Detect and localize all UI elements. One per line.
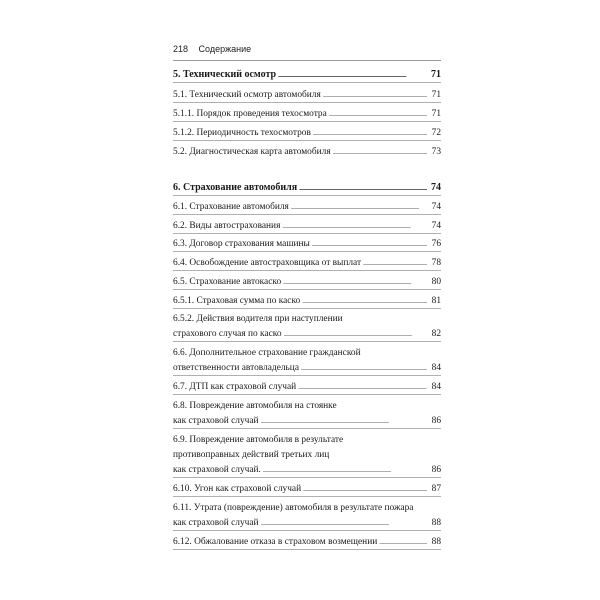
toc-entry[interactable]: [173, 536, 441, 549]
entry-divider: [173, 214, 441, 215]
toc-entry[interactable]: [173, 381, 441, 394]
toc-section-title: 6. Страхование автомобиля: [173, 182, 298, 193]
toc-entry-title: 6.5. Страхование автокаско: [173, 277, 282, 287]
leader-dots: [302, 295, 427, 308]
entry-divider: [173, 477, 441, 478]
toc-page-number: 80: [431, 277, 441, 287]
toc-entry[interactable]: [173, 108, 441, 121]
toc-entry-title: 6.5.1. Страховая сумма по каско: [173, 296, 301, 306]
toc-entry-title: как страховой случай.: [173, 465, 261, 475]
toc-entry[interactable]: [173, 362, 441, 375]
toc-entry[interactable]: [173, 464, 441, 477]
toc-page-number: 88: [431, 518, 441, 528]
entry-divider: [173, 233, 441, 234]
leader-dots: [291, 201, 427, 214]
toc-page-number: 82: [431, 329, 441, 339]
toc-entry-title: 5.2. Диагностическая карта автомобиля: [173, 147, 331, 157]
entry-divider: [173, 530, 441, 531]
entry-divider: [173, 270, 441, 271]
toc-page-number: 81: [431, 296, 441, 306]
leader-dots: [261, 415, 427, 428]
toc-entry-line[interactable]: 6.6. Дополнительное страхование гражданской: [173, 348, 361, 358]
leader-dots: [299, 182, 427, 195]
entry-divider: [173, 82, 441, 83]
page-number: 218: [173, 44, 189, 54]
leader-dots: [298, 381, 427, 394]
toc-entry-title: 5.1.1. Порядок проведения техосмотра: [173, 109, 327, 119]
toc-entry-line[interactable]: 6.5.2. Действия водителя при наступлении: [173, 314, 343, 324]
leader-dots: [303, 483, 427, 496]
entry-divider: [173, 549, 441, 550]
leader-dots: [363, 257, 427, 270]
leader-dots: [282, 220, 427, 233]
toc-section-6[interactable]: [173, 182, 441, 195]
toc-section-5[interactable]: [173, 69, 441, 82]
toc-entry-title: 6.12. Обжалование отказа в страховом возмещении: [173, 537, 378, 547]
header-rule: [173, 60, 441, 61]
leader-dots: [283, 276, 427, 289]
entry-divider: [173, 195, 441, 196]
leader-dots: [263, 464, 427, 477]
toc-page-number: 78: [431, 258, 441, 268]
entry-divider: [173, 140, 441, 141]
toc-page-number: 71: [431, 109, 441, 119]
leader-dots: [301, 362, 427, 375]
toc-entry-line[interactable]: 6.9. Повреждение автомобиля в результате: [173, 435, 344, 445]
toc-entry-title: 6.1. Страхование автомобиля: [173, 202, 289, 212]
toc-page-number: 84: [431, 382, 441, 392]
toc-section-title: 5. Технический осмотр: [173, 69, 277, 80]
toc-entry-title: как страховой случай: [173, 518, 259, 528]
entry-divider: [173, 251, 441, 252]
entry-divider: [173, 121, 441, 122]
entry-divider: [173, 289, 441, 290]
toc-page-number: 86: [431, 416, 441, 426]
entry-divider: [173, 375, 441, 376]
leader-dots: [312, 238, 427, 251]
toc-page-number: 84: [431, 363, 441, 373]
toc-entry-line[interactable]: противоправных действий третьих лиц: [173, 450, 330, 460]
toc-page-number: 86: [431, 465, 441, 475]
toc-entry[interactable]: [173, 295, 441, 308]
leader-dots: [284, 328, 427, 341]
toc-page-number: 88: [431, 537, 441, 547]
toc-entry[interactable]: [173, 238, 441, 251]
entry-divider: [173, 394, 441, 395]
toc-page-number: 87: [431, 484, 441, 494]
toc-page-number: 74: [431, 202, 441, 212]
entry-divider: [173, 308, 441, 309]
toc-entry-title: 6.4. Освобождение автостраховщика от выплат: [173, 258, 362, 268]
toc-entry[interactable]: [173, 415, 441, 428]
toc-entry-title: 6.10. Угон как страховой случай: [173, 484, 302, 494]
leader-dots: [333, 146, 427, 159]
toc-entry-line[interactable]: 6.8. Повреждение автомобиля на стоянке: [173, 401, 337, 411]
toc-entry-title: 6.3. Договор страхования машины: [173, 239, 310, 249]
running-header: [173, 44, 441, 54]
leader-dots: [278, 69, 427, 82]
toc-entry[interactable]: [173, 201, 441, 214]
toc-entry[interactable]: [173, 483, 441, 496]
toc-entry[interactable]: [173, 517, 441, 530]
toc-entry[interactable]: [173, 89, 441, 102]
toc-entry[interactable]: [173, 328, 441, 341]
toc-page-number: 74: [431, 182, 441, 193]
toc-entry-title: как страховой случай: [173, 416, 259, 426]
toc-entry[interactable]: [173, 257, 441, 270]
toc-page-number: 76: [431, 239, 441, 249]
toc-page-number: 71: [431, 69, 441, 80]
entry-divider: [173, 428, 441, 429]
toc-page-number: 74: [431, 221, 441, 231]
entry-divider: [173, 496, 441, 497]
toc-page-number: 71: [431, 90, 441, 100]
toc-page-number: 72: [431, 128, 441, 138]
toc-entry-title: 5.1.2. Периодичность техосмотров: [173, 128, 311, 138]
toc-entry-line[interactable]: 6.11. Утрата (повреждение) автомобиля в результате пожара: [173, 503, 414, 513]
running-title: Содержание: [198, 44, 252, 54]
toc-page-number: 73: [431, 147, 441, 157]
toc-entry[interactable]: [173, 127, 441, 140]
toc-entry[interactable]: [173, 220, 441, 233]
toc-entry-title: ответственности автовладельца: [173, 363, 299, 373]
toc-entry-title: страхового случая по каско: [173, 329, 282, 339]
toc-entry-title: 5.1. Технический осмотр автомобиля: [173, 90, 321, 100]
leader-dots: [323, 89, 427, 102]
toc-entry[interactable]: [173, 276, 441, 289]
toc-entry-title: 6.7. ДТП как страховой случай: [173, 382, 297, 392]
leader-dots: [261, 517, 427, 530]
toc-entry-title: 6.2. Виды автострахования: [173, 221, 281, 231]
toc-entry[interactable]: [173, 146, 441, 159]
entry-divider: [173, 102, 441, 103]
leader-dots: [313, 127, 427, 140]
leader-dots: [379, 536, 427, 549]
leader-dots: [329, 108, 427, 121]
entry-divider: [173, 341, 441, 342]
